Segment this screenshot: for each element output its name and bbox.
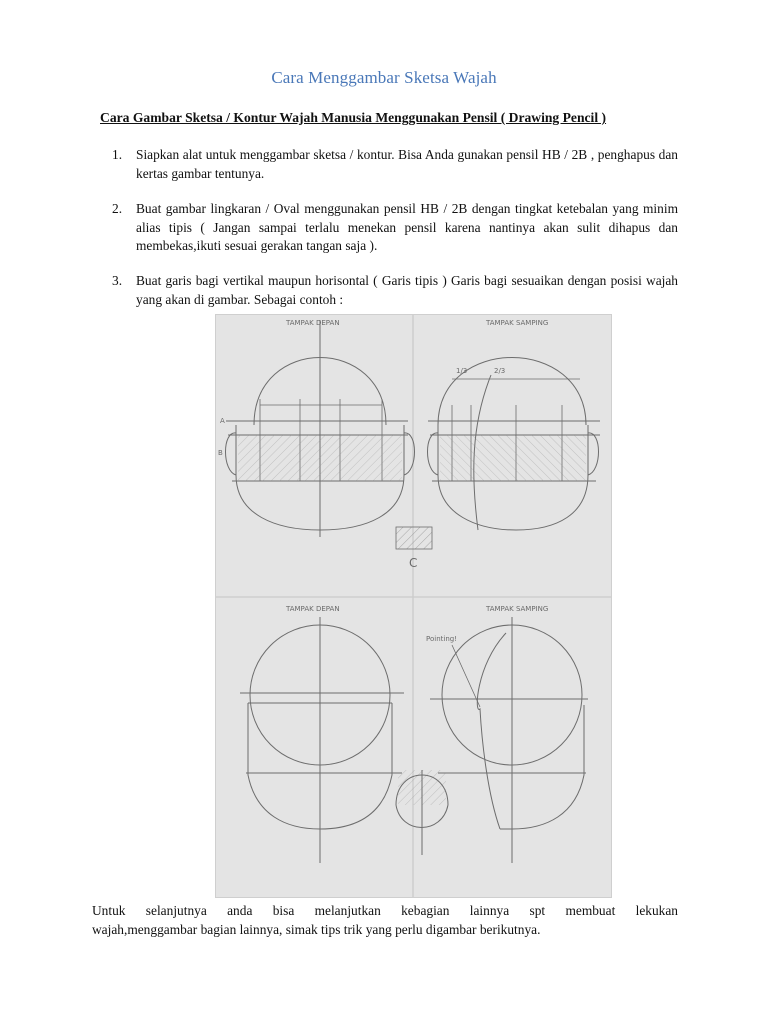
letter-c-label: C xyxy=(409,556,418,570)
side-view-label: TAMPAK SAMPING xyxy=(486,605,549,613)
side-view-bottom-sketch xyxy=(430,617,588,863)
front-view-top-sketch xyxy=(226,320,415,537)
front-view-label: TAMPAK DEPAN xyxy=(286,605,340,613)
step-item xyxy=(112,272,678,309)
fraction-two-thirds-label: 2/3 xyxy=(494,367,506,375)
fraction-third-label: 1/3 xyxy=(456,367,468,375)
pointer-note-label: Pointing! xyxy=(426,635,458,643)
face-sketch-illustration xyxy=(216,315,611,897)
chin-detail-sketch xyxy=(396,770,448,855)
step-number: 2. xyxy=(112,201,123,216)
closing-paragraph xyxy=(92,902,678,939)
side-view-top-sketch xyxy=(428,358,601,531)
letter-a-label: A xyxy=(220,417,225,425)
step-number: 3. xyxy=(112,273,123,288)
hatched-swatch xyxy=(396,527,432,549)
step-item xyxy=(112,146,678,183)
step-item xyxy=(112,200,678,256)
closing-line: wajah,menggambar bagian lainnya, simak tips trik yang perlu digambar berikutnya. xyxy=(92,921,541,937)
step-text: Buat gambar lingkaran / Oval menggunakan pensil HB / 2B dengan tingkat ketebalan yang minim alias tipis ( Jangan sampai terlalu menekan pensil karena nantinya akan sulit dihapus dan membekas,ikuti sesuai gerakan tangan saja ). xyxy=(136,201,678,253)
step-text: Siapkan alat untuk menggambar sketsa / kontur. Bisa Anda gunakan pensil HB / 2B , penghapus dan kertas gambar tentunya. xyxy=(136,147,678,181)
front-view-bottom-sketch xyxy=(240,617,404,863)
letter-b-label: B xyxy=(218,449,223,457)
page-title: Cara Menggambar Sketsa Wajah xyxy=(271,68,497,87)
sketch-photo xyxy=(215,314,612,898)
step-number: 1. xyxy=(112,147,123,162)
side-view-label: TAMPAK SAMPING xyxy=(486,319,549,327)
step-text: Buat garis bagi vertikal maupun horisontal ( Garis tipis ) Garis bagi sesuaikan dengan posisi wajah yang akan di gambar. Sebagai contoh : xyxy=(136,273,678,307)
section-subtitle: Cara Gambar Sketsa / Kontur Wajah Manusia Menggunakan Pensil ( Drawing Pencil ) xyxy=(100,110,607,125)
front-view-label: TAMPAK DEPAN xyxy=(286,319,340,327)
closing-line: Untuk selanjutnya anda bisa melanjutkan kebagian lainnya spt membuat lekukan xyxy=(92,903,678,918)
